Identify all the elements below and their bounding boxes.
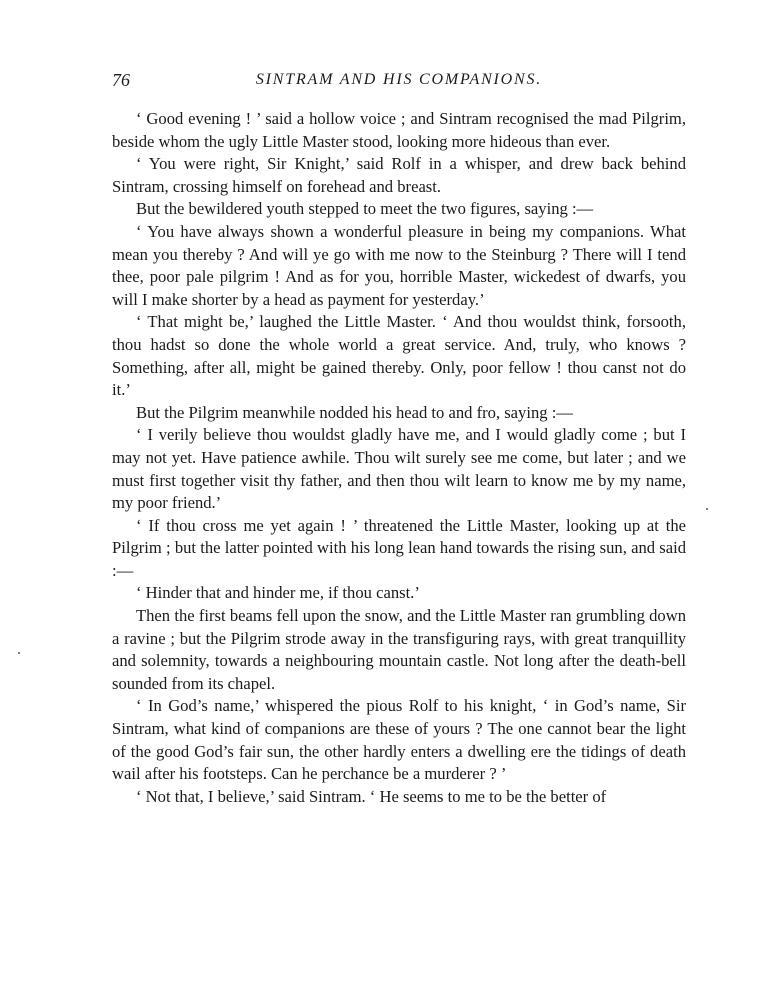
paragraph: ‘ In God’s name,’ whispered the pious Rolf to his knight, ‘ in God’s name, Sir Sintram, what kind of companions are these of yours ? The one cannot bear the light of the good God’s fair sun, the other hardly enters a dwelling ere the tidings of death wail after his footsteps. Can he perchance be a murderer ? ’ [112,696,686,784]
body-text [112,108,686,808]
paragraph: But the Pilgrim meanwhile nodded his head to and fro, saying :— [136,402,573,422]
print-speck [706,508,708,510]
paragraph: ‘ Not that, I believe,’ said Sintram. ‘ He seems to me to be the better of [136,786,607,806]
paragraph: ‘ That might be,’ laughed the Little Master. ‘ And thou wouldst think, forsooth, thou hadst so done the whole world a great service. And, truly, who knows ? Something, after all, might be gained thereby. Only, poor fellow ! thou canst not do it.’ [112,312,686,400]
running-head [112,70,686,92]
paragraph: ‘ You have always shown a wonderful pleasure in being my companions. What mean you thereby ? And will ye go with me now to the Steinburg ? There will I tend thee, poor pale pilgrim ! And as for you, horrible Master, wickedest of dwarfs, you will I make shorter by a head as payment for yesterday.’ [112,221,686,309]
paragraph: Then the first beams fell upon the snow, and the Little Master ran grumbling down a ravine ; but the Pilgrim strode away in the transfiguring rays, with great tranquillity and solemnity, towards a neighbouring mountain castle. Not long after the death-bell sounded from its chapel. [112,606,686,693]
paragraph: ‘ Good evening ! ’ said a hollow voice ; and Sintram recognised the mad Pilgrim, beside whom the ugly Little Master stood, looking more hideous than ever. [112,109,686,151]
paragraph: But the bewildered youth stepped to meet the two figures, saying :— [136,199,594,219]
running-title: SINTRAM AND HIS COMPANIONS. [255,71,543,88]
print-speck [18,652,20,654]
paragraph: ‘ I verily believe thou wouldst gladly have me, and I would gladly come ; but I may not yet. Have patience awhile. Thou wilt surely see me come, but later ; and we must first together visit thy father, and then thou wilt learn to know me by my name, my poor friend.’ [112,425,686,513]
paragraph: ‘ You were right, Sir Knight,’ said Rolf in a whisper, and drew back behind Sintram, crossing himself on forehead and breast. [112,154,686,196]
page-number: 76 [112,70,130,90]
paragraph: ‘ If thou cross me yet again ! ’ threatened the Little Master, looking up at the Pilgrim ; but the latter pointed with his long lean hand towards the rising sun, and said :— [112,515,686,580]
paragraph: ‘ Hinder that and hinder me, if thou canst.’ [136,583,420,603]
